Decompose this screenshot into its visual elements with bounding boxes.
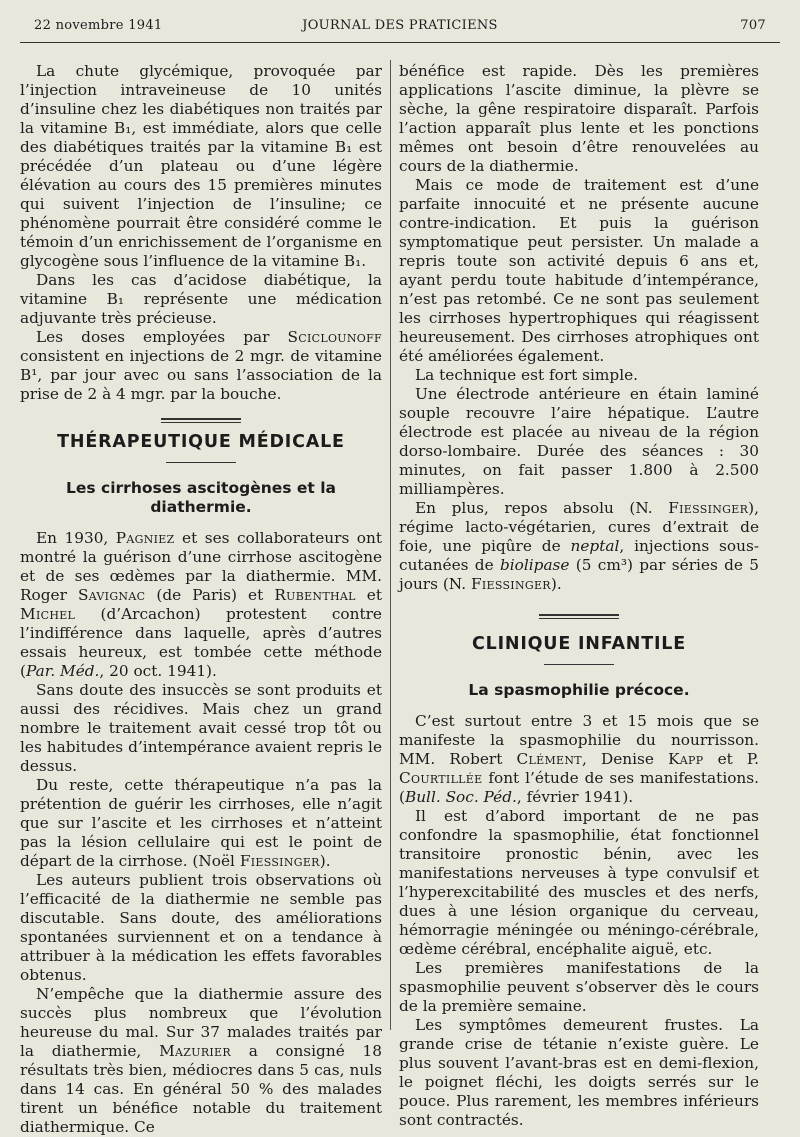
author-name: Sciclounoff <box>287 328 382 346</box>
paragraph: bénéfice est rapide. Dès les premières applications l’ascite diminue, la plèvre se sèche, la gêne respiratoire disparaît. Parfois l’action apparaît plus lente et les ponctions mêmes ont besoin d’être renouvelées au cours de la diathermie. <box>399 62 759 175</box>
title-rule <box>544 664 614 665</box>
section-rule <box>161 418 241 423</box>
paragraph: Dans les cas d’acidose diabétique, la vitamine B₁ représente une médication adjuvante très précieuse. <box>20 271 382 327</box>
header-date: 22 novembre 1941 <box>34 18 163 33</box>
running-header <box>34 18 766 40</box>
column-divider <box>390 60 391 1030</box>
article-title: Les cirrhoses ascitogènes et la diathermie. <box>66 479 336 516</box>
right-column <box>399 62 759 1129</box>
paragraph: Les auteurs publient trois observations où l’efficacité de la diathermie ne semble pas discutable. Sans doute, des améliorations spontanées surviennent et on a tendance à attribuer à la médication les effets favorables obtenus. <box>20 871 382 984</box>
paragraph: C’est surtout entre 3 et 15 mois que se manifeste la spasmophilie du nourrisson. MM. Robert Clément, Denise Kapp et P. Courtillée font l’étude de ses manifestations. (Bull. Soc. Péd., février 1941). <box>399 712 759 806</box>
title-rule <box>166 462 236 463</box>
left-column <box>20 62 383 1136</box>
paragraph: En 1930, Pagniez et ses collaborateurs ont montré la guérison d’une cirrhose ascitogène et de ses œdèmes par la diathermie. MM. Roger Savignac (de Paris) et Rubenthal et Michel (d’Arcachon) protestent contre l’indifférence dans laquelle, après d’autres essais heureux, est tombée cette méthode (Par. Méd., 20 oct. 1941). <box>20 529 382 680</box>
paragraph: Les symptômes demeurent frustes. La grande crise de tétanie n’existe guère. Le plus souvent l’avant-bras est en demi-flexion, le poignet fléchi, les doigts serrés sur le pouce. Plus rarement, les membres inférieurs sont contractés. <box>399 1016 759 1129</box>
paragraph: Sans doute des insuccès se sont produits et aussi des récidives. Mais chez un grand nombre le traitement avait cessé trop tôt ou les habitudes d’intempérance avaient repris le dessus. <box>20 681 382 775</box>
paragraph: Du reste, cette thérapeutique n’a pas la prétention de guérir les cirrhoses, elle n’agit que sur l’ascite et les cirrhoses et n’atteint pas la lésion cellulaire qui est le point de départ de la cirrhose. (Noël Fiessinger). <box>20 776 382 870</box>
section-title: THÉRAPEUTIQUE MÉDICALE <box>57 432 345 452</box>
paragraph: En plus, repos absolu (N. Fiessinger), régime lacto-végétarien, cures d’extrait de foie, une piqûre de neptal, injections sous-cutanées de biolipase (5 cm³) par séries de 5 jours (N. Fiessinger). <box>399 499 759 593</box>
paragraph: La technique est fort simple. <box>415 366 639 384</box>
paragraph: Il est d’abord important de ne pas confondre la spasmophilie, état fonctionnel transitoire pronostic bénin, avec les manifestations nerveuses à type convulsif et l’hyperexcitabilité des muscles et des nerfs, dues à une lésion organique du cerveau, hémorragie méningée ou méningo-cérébrale, œdème cérébral, encéphalite aiguë, etc. <box>399 807 759 958</box>
article-title: La spasmophilie précoce. <box>468 681 690 699</box>
paragraph: Les premières manifestations de la spasmophilie peuvent s’observer dès le cours de la première semaine. <box>399 959 759 1015</box>
paragraph: N’empêche que la diathermie assure des succès plus nombreux que l’évolution heureuse du mal. Sur 37 malades traités par la diathermie, Mazurier a consigné 18 résultats très bien, médiocres dans 5 cas, nuls dans 14 cas. En général 50 % des malades tirent un bénéfice notable du traitement diathermique. Ce <box>20 985 383 1136</box>
section-title: CLINIQUE INFANTILE <box>471 634 687 654</box>
header-page-number: 707 <box>740 18 766 33</box>
header-rule <box>20 42 780 43</box>
paragraph: Mais ce mode de traitement est d’une parfaite innocuité et ne présente aucune contre-indication. Et puis la guérison symptomatique peut persister. Un malade a repris toute son activité depuis 6 ans et, ayant perdu toute habitude d’intempérance, n’est pas retombé. Ce ne sont pas seulement les cirrhoses hypertrophiques qui réagissent heureusement. Des cirrhoses atrophiques ont été améliorées également. <box>399 176 759 365</box>
paragraph: La chute glycémique, provoquée par l’injection intraveineuse de 10 unités d’insuline chez les diabétiques non traités par la vitamine B₁, est immédiate, alors que celle des diabétiques traités par la vitamine B₁ est précédée d’un plateau ou d’une légère élévation au cours des 15 premières minutes qui suivent l’injection de l’insuline; ce phénomène pourrait être considéré comme le témoin d’un enrichissement de l’organisme en glycogène sous l’influence de la vitamine B₁. <box>20 62 382 270</box>
header-journal-title: JOURNAL DES PRATICIENS <box>302 18 498 33</box>
paragraph: Une électrode antérieure en étain laminé souple recouvre l’aire hépatique. L’autre électrode est placée au niveau de la région dorso-lombaire. Durée des séances : 30 minutes, on fait passer 1.800 à 2.500 milliampères. <box>399 385 759 498</box>
paragraph: Les doses employées par Sciclounoff consistent en injections de 2 mgr. de vitamine B¹, par jour avec ou sans l’association de la prise de 2 à 4 mgr. par la bouche. <box>20 328 382 403</box>
section-rule <box>539 614 619 619</box>
